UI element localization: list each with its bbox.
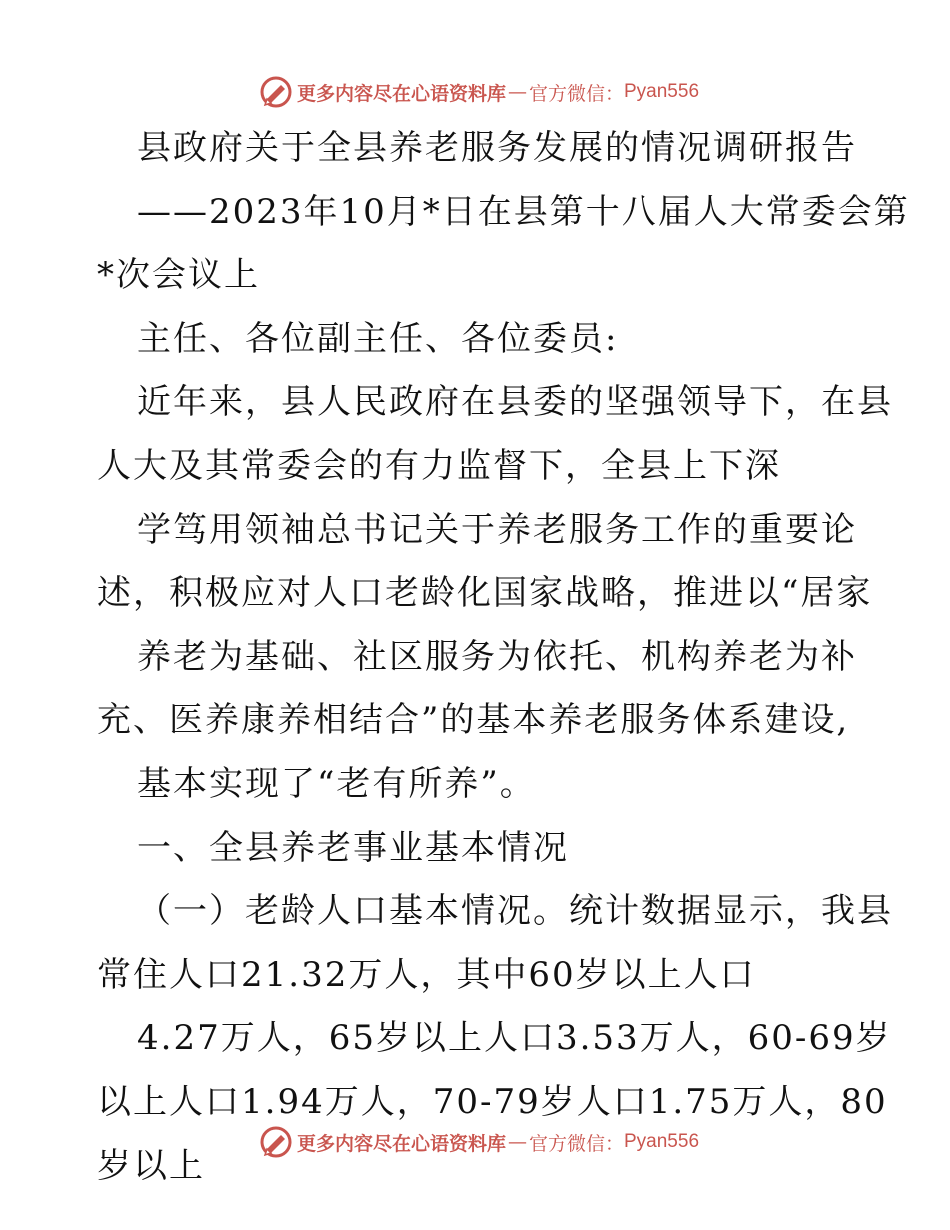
doc-line: 以上人口1.94万人，70-79岁人口1.75万人，80 xyxy=(97,1081,888,1122)
watermark-site-text: 更多内容尽在心语资料库 xyxy=(296,1132,506,1155)
watermark-separator: — xyxy=(507,1131,527,1153)
watermark-contact-id: Pyan556 xyxy=(624,1131,700,1152)
doc-line-subtitle-cont: *次会议上 xyxy=(97,255,260,296)
pen-logo-icon xyxy=(259,75,293,109)
doc-line-salutation: 主任、各位副主任、各位委员: xyxy=(137,318,619,359)
doc-line-section-heading: 一、全县养老事业基本情况 xyxy=(137,827,569,868)
doc-line: 人大及其常委会的有力监督下，全县上下深 xyxy=(97,445,781,486)
doc-line: 基本实现了“老有所养”。 xyxy=(137,763,536,804)
watermark-site-text: 更多内容尽在心语资料库 xyxy=(296,82,506,105)
watermark-contact-label: 官方微信： xyxy=(528,1132,624,1155)
watermark-footer xyxy=(0,1122,950,1162)
watermark-separator: — xyxy=(507,81,527,103)
doc-line: （一）老龄人口基本情况。统计数据显示，我县 xyxy=(137,891,893,932)
doc-line: 4.27万人，65岁以上人口3.53万人，60-69岁 xyxy=(137,1018,892,1059)
pen-logo-icon xyxy=(259,1125,293,1159)
doc-line: 常住人口21.32万人，其中60岁以上人口 xyxy=(97,954,756,995)
watermark-contact-id: Pyan556 xyxy=(624,81,700,102)
doc-line: 学笃用领袖总书记关于养老服务工作的重要论 xyxy=(137,509,857,550)
doc-line: 岁以上 xyxy=(97,1145,205,1186)
doc-line: 述，积极应对人口老龄化国家战略，推进以“居家 xyxy=(97,573,873,614)
doc-line: 养老为基础、社区服务为依托、机构养老为补 xyxy=(137,636,857,677)
doc-line: 近年来，县人民政府在县委的坚强领导下，在县 xyxy=(137,382,893,423)
doc-line-title: 县政府关于全县养老服务发展的情况调研报告 xyxy=(137,128,857,168)
watermark-header xyxy=(0,72,950,112)
doc-line-subtitle: ——2023年10月*日在县第十八届人大常委会第 xyxy=(137,191,910,232)
document-body xyxy=(97,124,910,1205)
watermark-contact-label: 官方微信： xyxy=(528,82,624,105)
doc-line: 充、医养康养相结合”的基本养老服务体系建设, xyxy=(97,700,850,741)
